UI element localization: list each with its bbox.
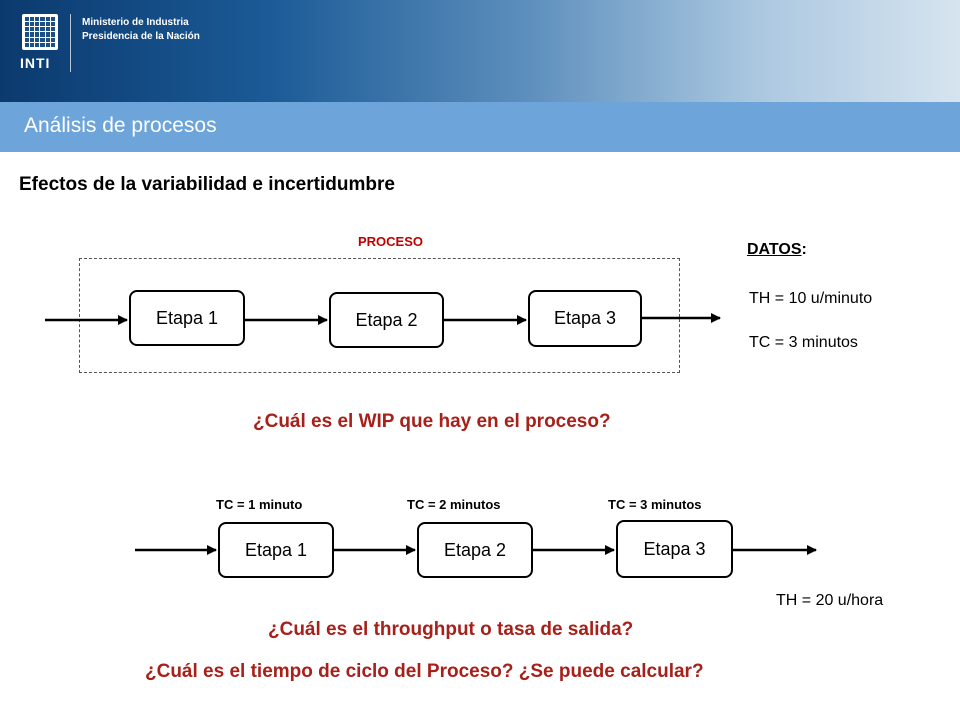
- stage-1-box: [129, 290, 245, 346]
- stage2-3-box: [616, 520, 733, 578]
- stage2-1-box: [218, 522, 334, 578]
- slide-title: Análisis de procesos: [24, 114, 217, 137]
- stage2-2-label: Etapa 2: [443, 539, 507, 560]
- tc-label-3: TC = 3 minutos: [608, 497, 702, 512]
- section-subtitle: Efectos de la variabilidad e incertidumbre: [19, 174, 395, 195]
- process-label: PROCESO: [358, 234, 424, 249]
- datos-heading: [747, 241, 807, 259]
- stage-3-box: [528, 290, 642, 347]
- stage-3-label: Etapa 3: [553, 308, 617, 328]
- stage-1-label: Etapa 1: [155, 307, 219, 328]
- stage2-2-box: [417, 522, 533, 578]
- datos-title: DATOS: [747, 241, 802, 258]
- stage-2-label: Etapa 2: [355, 309, 418, 330]
- datos-tc: TC = 3 minutos: [749, 334, 858, 351]
- stage2-3-label: Etapa 3: [643, 538, 706, 559]
- ministry-line-2: Presidencia de la Nación: [82, 31, 200, 42]
- stage2-1-label: Etapa 1: [244, 539, 308, 560]
- datos-th: TH = 10 u/minuto: [749, 290, 873, 307]
- ministry-line-1: Ministerio de Industria: [82, 17, 189, 28]
- question-cycle-time: ¿Cuál es el tiempo de ciclo del Proceso? ¿Se puede calcular?: [145, 661, 704, 682]
- stage-2-box: [329, 292, 444, 348]
- datos-colon: :: [801, 241, 807, 258]
- question-throughput: ¿Cuál es el throughput o tasa de salida?: [268, 619, 634, 640]
- logo-text: INTI: [20, 55, 51, 71]
- tc-label-2: TC = 2 minutos: [407, 497, 501, 512]
- tc-label-1: TC = 1 minuto: [216, 497, 303, 512]
- question-wip: ¿Cuál es el WIP que hay en el proceso?: [253, 411, 611, 432]
- th-hourly: TH = 20 u/hora: [776, 592, 884, 609]
